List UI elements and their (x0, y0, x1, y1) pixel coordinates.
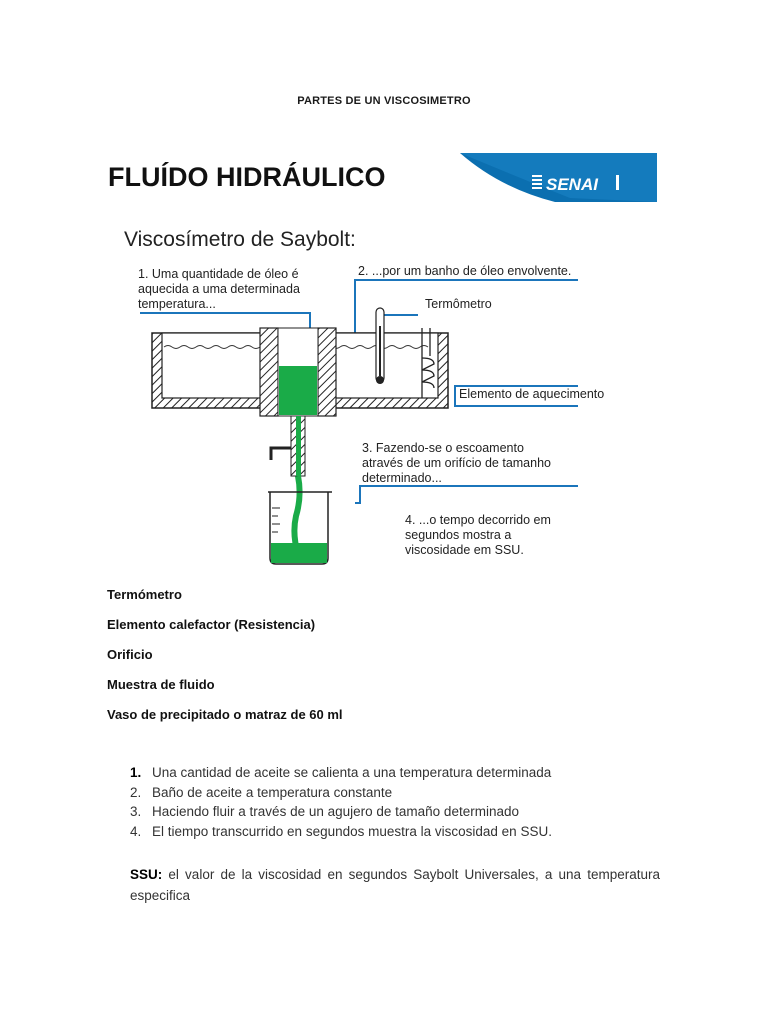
callout-4-line-3: viscosidade em SSU. (405, 543, 524, 557)
callout-3-line-3: determinado... (362, 471, 442, 485)
callout-1-line-2: aquecida a uma determinada (138, 282, 300, 296)
step-text: Baño de aceite a temperatura constante (152, 784, 393, 800)
figure-heading: FLUÍDO HIDRÁULICO (108, 162, 386, 192)
figure-subtitle: Viscosímetro de Saybolt: (124, 228, 356, 251)
label-termometro: Termômetro (425, 297, 492, 311)
step-text: Haciendo fluir a través de un agujero de tamaño determinado (152, 804, 519, 819)
callout-1-line-3: temperatura... (138, 297, 216, 311)
callout-4-line-1: 4. ...o tempo decorrido em (405, 513, 551, 527)
senai-logo-text: SENAI (546, 175, 598, 194)
callout-1-line-1: 1. Uma quantidade de óleo é (138, 267, 299, 281)
viscometer-figure (100, 148, 665, 568)
step-text: Una cantidad de aceite se calienta a una temperatura determinada (152, 765, 552, 780)
part-item: Vaso de precipitado o matraz de 60 ml (107, 707, 343, 722)
parts-list (107, 586, 343, 736)
step-number: 4. (130, 823, 142, 839)
ssu-text: el valor de la viscosidad en segundos Saybolt Universales, a una temperatura especifica (130, 866, 660, 903)
part-item: Termómetro (107, 587, 182, 602)
step-number: 2. (130, 784, 142, 800)
beaker (268, 476, 332, 564)
step-item (130, 802, 660, 822)
label-elemento-aquecimento: Elemento de aquecimento (459, 387, 605, 401)
callout-3-line-1: 3. Fazendo-se o escoamento (362, 441, 524, 455)
part-item: Elemento calefactor (Resistencia) (107, 617, 316, 632)
senai-logo (460, 153, 657, 202)
part-item: Orificio (107, 647, 153, 662)
step-number: 3. (130, 804, 142, 819)
oil-sample (279, 366, 317, 415)
steps-list (130, 763, 660, 841)
step-number: 1. (130, 765, 142, 780)
callout-2: 2. ...por um banho de óleo envolvente. (358, 264, 572, 278)
step-text: El tiempo transcurrido en segundos muestra la viscosidad en SSU. (152, 823, 552, 839)
sample-vessel (260, 328, 336, 476)
document-title: PARTES DE UN VISCOSIMETRO (297, 95, 471, 107)
step-item (130, 783, 660, 803)
part-item: Muestra de fluido (107, 677, 215, 692)
thermometer-icon (376, 308, 384, 384)
step-item (130, 822, 660, 842)
step-item (130, 763, 660, 783)
ssu-definition (130, 864, 660, 906)
callout-4-line-2: segundos mostra a (405, 528, 512, 542)
ssu-label: SSU: (130, 866, 163, 882)
callout-3-line-2: através de um orifício de tamanho (362, 456, 551, 470)
